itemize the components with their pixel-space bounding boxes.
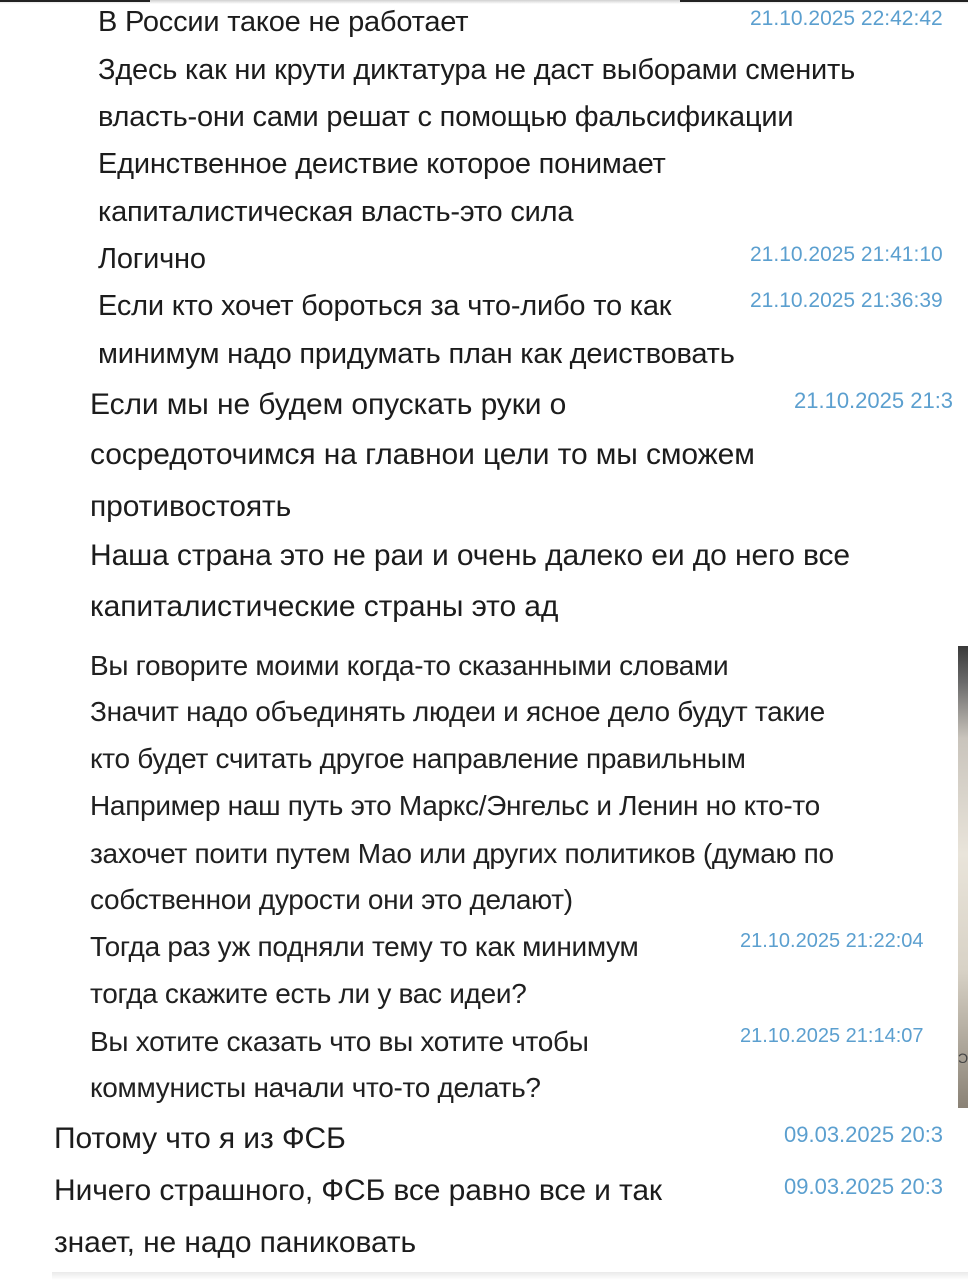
message-line: Потому что я из ФСБ	[54, 1122, 346, 1155]
message-timestamp: 21.10.2025 21:36:39	[750, 289, 943, 312]
message-timestamp: 21.10.2025 21:3	[794, 388, 954, 413]
crop-edge	[52, 1272, 968, 1280]
message-line: Тогда раз уж подняли тему то как минимум	[90, 931, 639, 962]
message-line: Если мы не будем опускать руки о	[90, 388, 567, 421]
message-line: Логично	[98, 243, 206, 275]
cropped-image-edge	[958, 646, 968, 1108]
message-line: Ничего страшного, ФСБ все равно все и так	[54, 1174, 662, 1207]
message-line: коммунисты начали что-то делать?	[90, 1072, 541, 1103]
message-line: кто будет считать другое направление правильным	[90, 743, 746, 774]
message-line: власть-они сами решат с помощью фальсификации	[98, 101, 794, 133]
cropped-text-fragment: Ɔ	[958, 1050, 968, 1066]
message-line: противостоять	[90, 490, 292, 523]
message-line: капиталистическая власть-это сила	[98, 196, 574, 228]
crop-edge-line	[0, 0, 150, 2]
message-timestamp: 21.10.2025 21:14:07	[740, 1025, 924, 1047]
message-line: Вы хотите сказать что вы хотите чтобы	[90, 1026, 589, 1057]
message-line: минимум надо придумать план как деиствовать	[98, 338, 735, 370]
message-line: захочет поити путем Мао или других политиков (думаю по	[90, 838, 834, 869]
message-line: Здесь как ни крути диктатура не даст выборами сменить	[98, 54, 856, 86]
message-line: сосредоточимся на главнои цели то мы сможем	[90, 438, 755, 471]
message-line: Например наш путь это Маркс/Энгельс и Ленин но кто-то	[90, 790, 820, 821]
message-line: Наша страна это не раи и очень далеко еи до него все	[90, 539, 851, 572]
message-timestamp: 21.10.2025 21:41:10	[750, 243, 943, 266]
message-line: Единственное деиствие которое понимает	[98, 148, 666, 180]
message-line: тогда скажите есть ли у вас идеи?	[90, 978, 527, 1009]
message-line: капиталистические страны это ад	[90, 590, 559, 623]
message-line: знает, не надо паниковать	[54, 1226, 417, 1259]
crop-edge-line	[680, 0, 968, 2]
message-timestamp: 21.10.2025 22:42:42	[750, 7, 943, 30]
message-timestamp: 21.10.2025 21:22:04	[740, 930, 924, 952]
message-line: Значит надо объединять людеи и ясное дело будут такие	[90, 696, 825, 727]
message-line: собственнои дурости они это делают)	[90, 884, 573, 915]
message-timestamp: 09.03.2025 20:3	[784, 1122, 944, 1147]
message-line: В России такое не работает	[98, 6, 469, 38]
message-line: Вы говорите моими когда-то сказанными словами	[90, 650, 729, 681]
message-line: Если кто хочет бороться за что-либо то как	[98, 290, 672, 322]
message-timestamp: 09.03.2025 20:3	[784, 1174, 944, 1199]
